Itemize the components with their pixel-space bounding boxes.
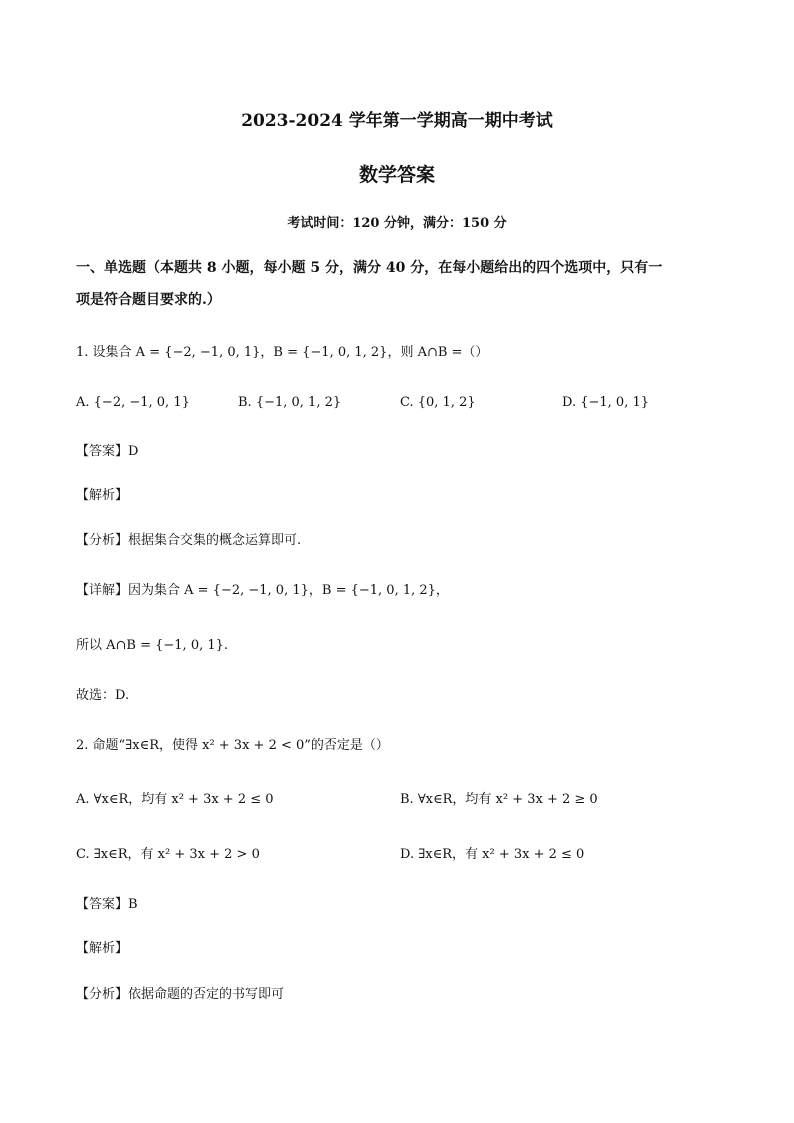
question-1-option-a: A. {−2, −1, 0, 1}	[76, 395, 190, 410]
question-1-detail: 【详解】因为集合 A = {−2, −1, 0, 1}，B = {−1, 0, 1, 2}，	[76, 583, 449, 598]
question-1-option-b: B. {−1, 0, 1, 2}	[238, 395, 342, 410]
question-2-answer: 【答案】B	[76, 897, 138, 912]
question-2-analysis-label: 【解析】	[76, 941, 129, 956]
page-title: 2023-2024 学年第一学期高一期中考试	[241, 111, 553, 131]
question-1-result: 所以 A∩B = {−1, 0, 1}.	[76, 638, 229, 653]
question-1-fenxi: 【分析】根据集合交集的概念运算即可.	[76, 533, 302, 548]
page-subtitle: 数学答案	[358, 164, 435, 186]
exam-meta: 考试时间：120 分钟，满分：150 分	[287, 216, 507, 231]
question-1-option-d: D. {−1, 0, 1}	[562, 395, 650, 410]
question-1-answer: 【答案】D	[76, 444, 139, 459]
question-1-choose: 故选：D.	[76, 688, 130, 703]
question-2-option-a: A. ∀x∈R，均有 x² + 3x + 2 ≤ 0	[76, 792, 274, 807]
question-2-option-c: C. ∃x∈R，有 x² + 3x + 2 > 0	[76, 847, 260, 862]
question-2-stem: 2. 命题“∃x∈R，使得 x² + 3x + 2 < 0”的否定是（）	[76, 738, 389, 753]
question-1-stem: 1. 设集合 A = {−2, −1, 0, 1}，B = {−1, 0, 1, 2}，则 A∩B =（）	[76, 345, 489, 360]
question-2-option-b: B. ∀x∈R，均有 x² + 3x + 2 ≥ 0	[400, 792, 598, 807]
question-2-fenxi: 【分析】依据命题的否定的书写即可	[76, 987, 285, 1002]
question-1-option-c: C. {0, 1, 2}	[400, 395, 476, 410]
question-2-option-d: D. ∃x∈R，有 x² + 3x + 2 ≤ 0	[400, 847, 585, 862]
section-heading-line2: 项是符合题目要求的.）	[76, 292, 221, 308]
section-heading-line1: 一、单选题（本题共 8 小题，每小题 5 分，满分 40 分，在每小题给出的四个选项中，只有一	[76, 260, 663, 276]
question-1-analysis-label: 【解析】	[76, 488, 129, 503]
